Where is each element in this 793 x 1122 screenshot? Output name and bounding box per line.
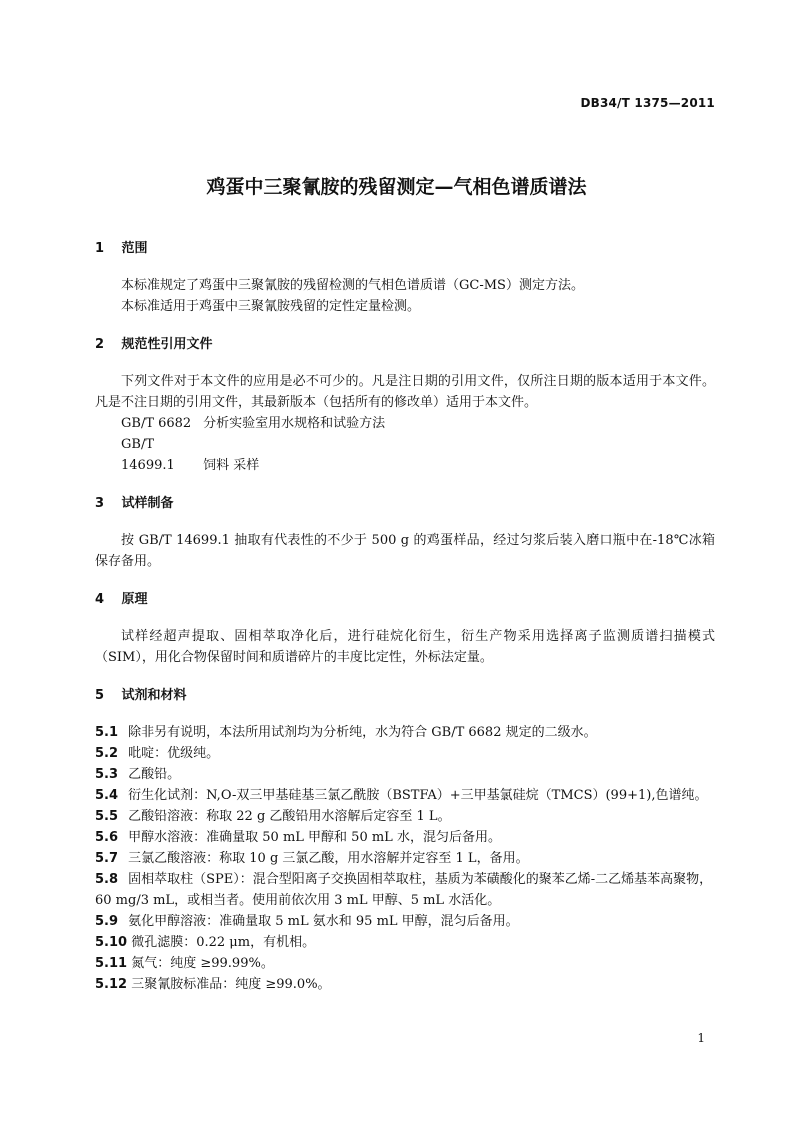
- item-number: 5.11: [95, 956, 128, 971]
- item-number: 5.10: [95, 935, 128, 950]
- reference-item: [95, 434, 715, 476]
- section-title: 试剂和材料: [121, 688, 187, 703]
- section-5-heading: [95, 685, 715, 707]
- item-text: 衍生化试剂：N,O-双三甲基硅基三氯乙酰胺（BSTFA）+三甲基氯硅烷（TMCS）(99+1),色谱纯。: [128, 788, 708, 803]
- item-number: 5.9: [95, 914, 119, 929]
- item-number: 5.8: [95, 872, 119, 887]
- document-title: 鸡蛋中三聚氰胺的残留测定—气相色谱质谱法: [206, 176, 587, 198]
- item-text: 三氯乙酸溶液：称取 10 g 三氯乙酸，用水溶解并定容至 1 L，备用。: [128, 851, 529, 866]
- paragraph: 下列文件对于本文件的应用是必不可少的。凡是注日期的引用文件，仅所注日期的版本适用于本文件。凡是不注日期的引用文件，其最新版本（包括所有的修改单）适用于本文件。: [95, 374, 715, 410]
- section-3-heading: [95, 493, 715, 515]
- item-text: 吡啶：优级纯。: [128, 746, 220, 761]
- item-number: 5.3: [95, 767, 119, 782]
- section-title: 规范性引用文件: [121, 337, 213, 352]
- reagent-item: [95, 722, 715, 743]
- reagent-item: [95, 974, 715, 995]
- section-1-heading: [95, 238, 715, 260]
- item-number: 5.7: [95, 851, 119, 866]
- section-title: 试样制备: [121, 496, 174, 511]
- paragraph: 本标准规定了鸡蛋中三聚氰胺的残留检测的气相色谱质谱（GC-MS）测定方法。: [121, 278, 584, 293]
- item-text: 乙酸铅溶液：称取 22 g 乙酸铅用水溶解后定容至 1 L。: [128, 809, 451, 824]
- reagent-item: [95, 953, 715, 974]
- reagent-item: [95, 743, 715, 764]
- section-number: 2: [95, 337, 105, 352]
- reference-code: GB/T 14699.1: [121, 437, 175, 473]
- item-text: 乙酸铅。: [128, 767, 181, 782]
- reference-title: 饲料 采样: [203, 458, 260, 473]
- section-number: 5: [95, 688, 105, 703]
- reagent-item: [95, 785, 715, 806]
- paragraph: 本标准适用于鸡蛋中三聚氰胺残留的定性定量检测。: [121, 299, 421, 314]
- reference-code: GB/T 6682: [121, 416, 192, 431]
- reference-item: [95, 413, 715, 434]
- section-title: 范围: [121, 241, 148, 256]
- section-2-heading: [95, 334, 715, 356]
- document-body: [95, 238, 715, 995]
- section-4-heading: [95, 589, 715, 611]
- item-number: 5.12: [95, 977, 128, 992]
- reagent-item: [95, 932, 715, 953]
- item-text: 三聚氰胺标准品：纯度 ≥99.0%。: [131, 977, 331, 992]
- paragraph: 试样经超声提取、固相萃取净化后，进行硅烷化衍生，衍生产物采用选择离子监测质谱扫描模式（SIM），用化合物保留时间和质谱碎片的丰度比定性，外标法定量。: [95, 629, 715, 665]
- item-number: 5.4: [95, 788, 119, 803]
- item-number: 5.6: [95, 830, 119, 845]
- item-number: 5.2: [95, 746, 119, 761]
- reagent-item: [95, 827, 715, 848]
- reagent-item: [95, 848, 715, 869]
- item-text: 微孔滤膜：0.22 μm，有机相。: [131, 935, 316, 950]
- reagent-item: [95, 911, 715, 932]
- reference-title: 分析实验室用水规格和试验方法: [203, 416, 386, 431]
- item-text: 除非另有说明，本法所用试剂均为分析纯，水为符合 GB/T 6682 规定的二级水。: [128, 725, 597, 740]
- reagent-item: [95, 869, 715, 911]
- reagent-item: [95, 806, 715, 827]
- item-text: 固相萃取柱（SPE）：混合型阳离子交换固相萃取柱，基质为苯磺酸化的聚苯乙烯-二乙烯基苯高聚物，60 mg/3 mL，或相当者。使用前依次用 3 mL 甲醇、5 mL 水活化。: [95, 872, 713, 908]
- page-number: 1: [697, 1031, 705, 1045]
- section-title: 原理: [121, 592, 148, 607]
- standard-code: DB34/T 1375—2011: [580, 96, 715, 110]
- section-number: 1: [95, 241, 105, 256]
- section-number: 3: [95, 496, 105, 511]
- reagent-item: [95, 764, 715, 785]
- item-number: 5.1: [95, 725, 119, 740]
- item-number: 5.5: [95, 809, 119, 824]
- paragraph: 按 GB/T 14699.1 抽取有代表性的不少于 500 g 的鸡蛋样品，经过匀浆后装入磨口瓶中在-18℃冰箱保存备用。: [95, 533, 715, 569]
- item-text: 氨化甲醇溶液：准确量取 5 mL 氨水和 95 mL 甲醇，混匀后备用。: [128, 914, 519, 929]
- item-text: 甲醇水溶液：准确量取 50 mL 甲醇和 50 mL 水，混匀后备用。: [128, 830, 501, 845]
- section-number: 4: [95, 592, 105, 607]
- item-text: 氮气：纯度 ≥99.99%。: [131, 956, 274, 971]
